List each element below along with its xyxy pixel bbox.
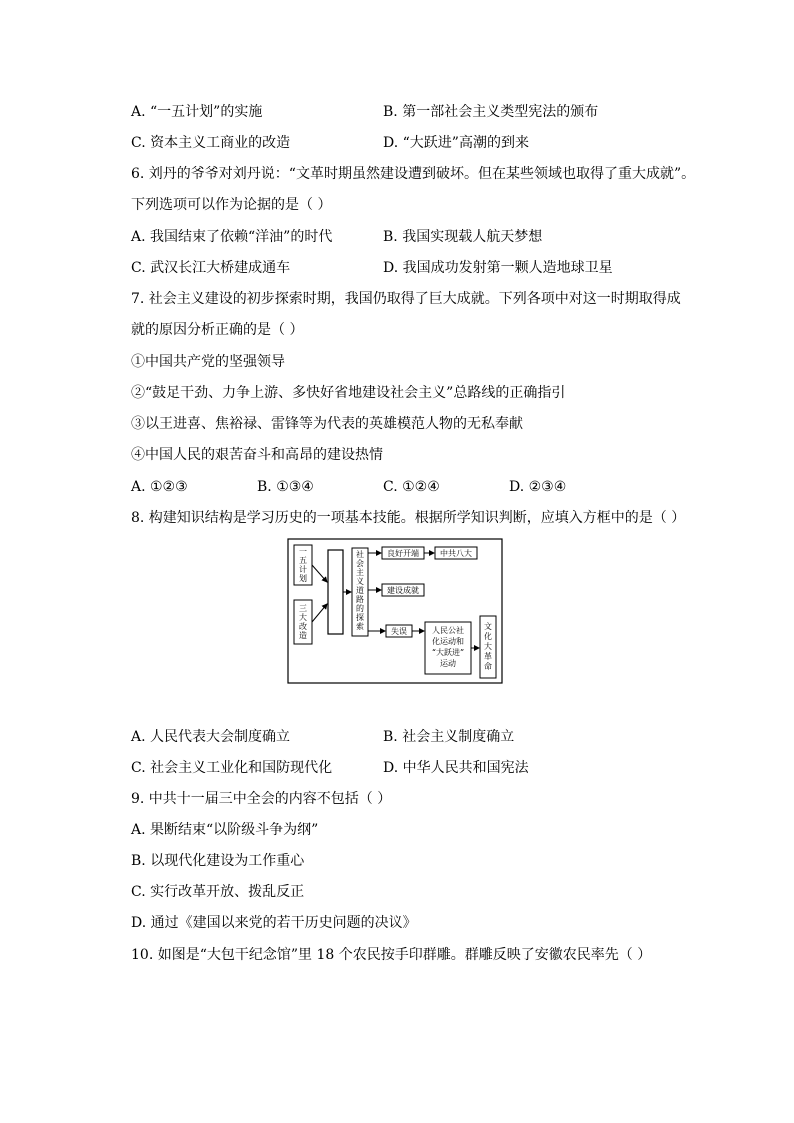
q9-option-d: D. 通过《建国以来党的若干历史问题的决议》: [131, 915, 417, 931]
svg-text:改: 改: [299, 622, 307, 631]
q5-option-d: D. “大跃进”高潮的到来: [383, 135, 529, 151]
q7-option-a: A. ①②③: [131, 479, 188, 495]
q8-option-b: B. 社会主义制度确立: [383, 729, 515, 745]
q8-option-d: D. 中华人民共和国宪法: [383, 760, 529, 776]
svg-text:路: 路: [356, 595, 364, 604]
svg-text:失误: 失误: [391, 627, 407, 636]
box-good-start: [382, 547, 424, 559]
q6-option-a: A. 我国结束了依赖“洋油”的时代: [131, 229, 333, 245]
box-cultural-revolution: [480, 616, 496, 678]
q5-option-b: B. 第一部社会主义类型宪法的颁布: [383, 104, 599, 120]
box-three-transformations: [294, 600, 312, 644]
svg-text:中共八大: 中共八大: [440, 549, 472, 558]
q7-item-2: ②“鼓足干劲、力争上游、多快好省地建设社会主义”总路线的正确指引: [131, 385, 566, 401]
q6-option-b: B. 我国实现载人航天梦想: [383, 229, 543, 245]
q7-item-3: ③以王进喜、焦裕禄、雷锋等为代表的英雄模范人物的无私奉献: [131, 416, 523, 432]
q6-option-c: C. 武汉长江大桥建成通车: [131, 260, 291, 276]
q7-option-d: D. ②③④: [509, 479, 567, 495]
q5-option-a: A. “一五计划”的实施: [131, 104, 263, 120]
svg-text:会: 会: [356, 559, 364, 568]
q9-option-a: A. 果断结束“以阶级斗争为纲”: [131, 822, 319, 838]
q7-option-c: C. ①②④: [383, 479, 440, 495]
q6-option-d: D. 我国成功发射第一颗人造地球卫星: [383, 260, 613, 276]
q7-item-4: ④中国人民的艰苦奋斗和高昂的建设热情: [131, 447, 383, 463]
svg-text:大: 大: [484, 642, 492, 651]
svg-text:道: 道: [356, 586, 364, 595]
svg-text:良好开端: 良好开端: [387, 549, 419, 558]
blank-answer-box: [328, 550, 343, 634]
svg-text:三: 三: [299, 604, 307, 613]
svg-text:一: 一: [299, 547, 307, 556]
q9-option-b: B. 以现代化建设为工作重心: [131, 853, 305, 869]
q6-stem-line1: 6. 刘丹的爷爷对刘丹说：“文革时期虽然建设遭到破坏。但在某些领域也取得了重大成就”。: [131, 166, 696, 182]
q6-stem-line2: 下列选项可以作为论据的是（ ）: [131, 197, 332, 213]
svg-text:运动: 运动: [440, 659, 456, 668]
svg-text:文: 文: [484, 622, 492, 631]
box-eighth-party-congress: [435, 547, 477, 559]
knowledge-structure-diagram: [287, 538, 503, 684]
svg-text:的: 的: [356, 604, 364, 613]
svg-text:社: 社: [356, 550, 364, 559]
q7-option-b: B. ①③④: [257, 479, 314, 495]
q10-stem: 10. 如图是“大包干纪念馆”里 18 个农民按手印群雕。群雕反映了安徽农民率先（ ）: [131, 947, 652, 963]
svg-text:造: 造: [299, 631, 307, 640]
q8-option-c: C. 社会主义工业化和国防现代化: [131, 760, 333, 776]
svg-text:人民公社: 人民公社: [432, 626, 464, 635]
svg-text:革: 革: [484, 652, 492, 661]
svg-text:探: 探: [356, 613, 364, 622]
svg-text:五: 五: [299, 556, 307, 565]
svg-text:化运动和: 化运动和: [432, 637, 464, 646]
svg-text:义: 义: [356, 577, 364, 586]
svg-text:化: 化: [484, 632, 492, 641]
svg-text:“大跃进”: “大跃进”: [431, 648, 465, 657]
q8-option-a: A. 人民代表大会制度确立: [131, 729, 291, 745]
box-socialist-road-exploration: [352, 548, 368, 636]
q7-item-1: ①中国共产党的坚强领导: [131, 354, 285, 370]
box-commune-great-leap: [425, 622, 471, 674]
q7-stem-line2: 就的原因分析正确的是（ ）: [131, 322, 304, 338]
svg-text:建设成就: 建设成就: [387, 586, 419, 595]
q9-stem: 9. 中共十一届三中全会的内容不包括（ ）: [131, 791, 392, 807]
svg-text:主: 主: [356, 568, 364, 577]
box-construction-achievements: [382, 584, 424, 596]
svg-text:索: 索: [356, 622, 364, 631]
svg-text:大: 大: [299, 613, 307, 622]
q8-stem: 8. 构建知识结构是学习历史的一项基本技能。根据所学知识判断，应填入方框中的是（ ）: [131, 510, 686, 526]
q9-option-c: C. 实行改革开放、拨乱反正: [131, 884, 305, 900]
box-mistakes: [386, 625, 412, 637]
svg-text:划: 划: [299, 574, 307, 583]
svg-text:计: 计: [299, 565, 307, 574]
q7-stem-line1: 7. 社会主义建设的初步探索时期，我国仍取得了巨大成就。下列各项中对这一时期取得成: [131, 291, 681, 307]
box-first-five-year-plan: [294, 545, 312, 585]
q5-option-c: C. 资本主义工商业的改造: [131, 135, 291, 151]
svg-text:命: 命: [484, 662, 492, 671]
